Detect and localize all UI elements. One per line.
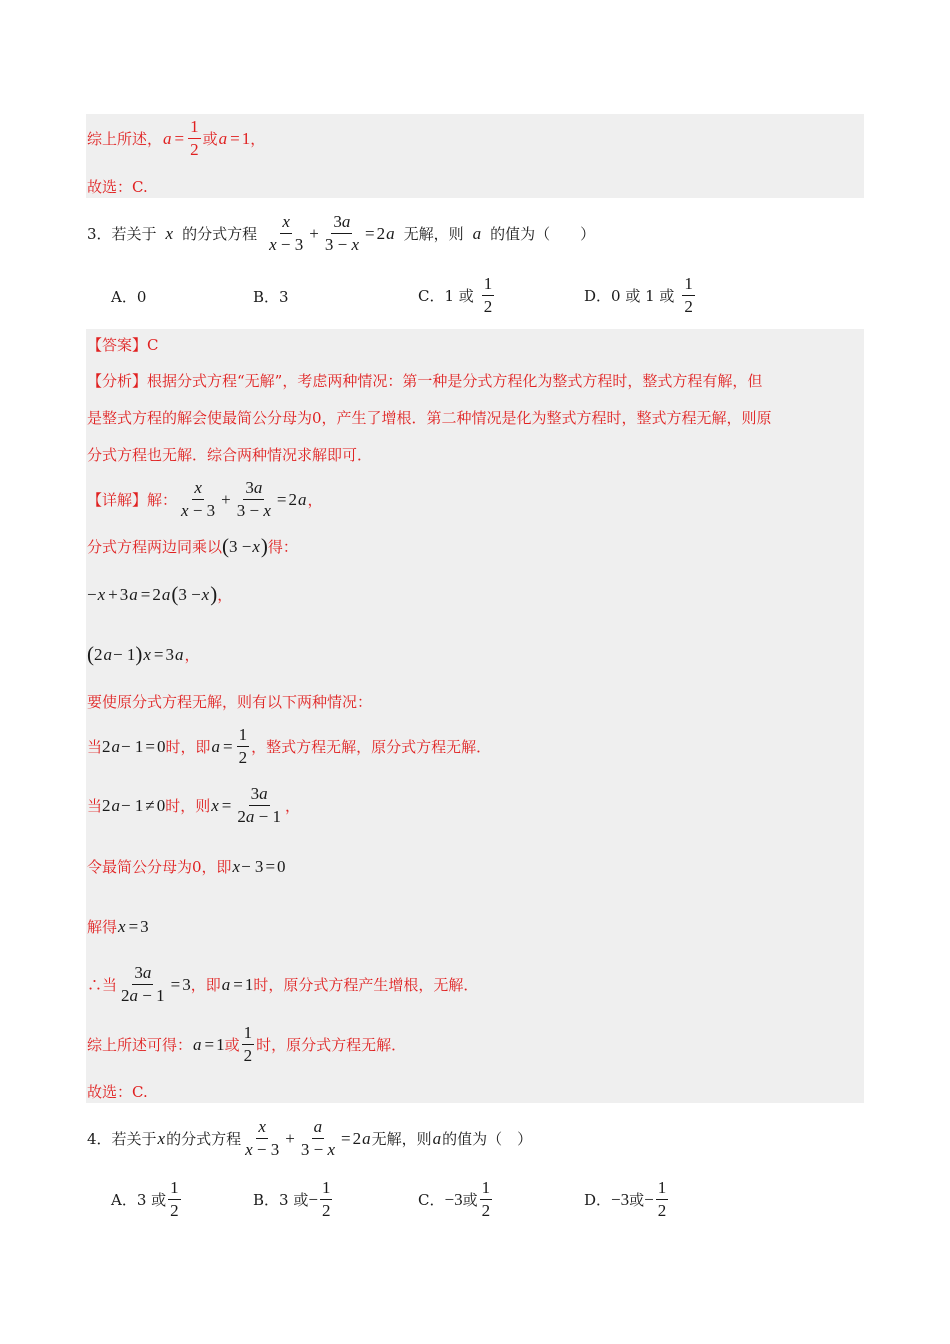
detail-equation: 【详解】解： $\frac{x}{x - 3}$ + $\frac{3a}{3 - x}$ = 2 a ， <box>87 478 323 520</box>
option-c[interactable]: C．1 或 $\frac{1}{2}$ <box>418 274 493 316</box>
solve-line: 解得 x = 3 <box>87 916 149 936</box>
choice-line-q3: 故选：C. <box>87 1083 148 1101</box>
q4-option-a[interactable]: A．3 或 $\frac{1}{2}$ <box>111 1178 179 1220</box>
question-3: 3．若关于 x 的分式方程 $\frac{x}{x - 3}$ + $\frac{3a}{3 - x}$ = 2 a 无解，则 a 的值为（ ） <box>87 212 596 254</box>
therefore-line: ∴当 $\frac{3a}{2a - 1}$ = 3 ，即 a = 1 时，原分式方程产生增根，无解． <box>87 963 479 1005</box>
two-cases-line: 要使原分式方程无解，则有以下两种情况： <box>87 693 373 711</box>
equation-step-1: − x + 3 a = 2 a ( 3 − x ) ， <box>87 582 233 606</box>
case-1: 当 2 a − 1 = 0 时，即 a = $\frac{1}{2}$ ，整式方程无解，原分式方程无解． <box>87 725 492 767</box>
summary-line-top: 综上所述， a = $\frac{1}{2}$ 或 a = 1 ， <box>87 117 266 159</box>
analysis-line-1: 【分析】根据分式方程“无解”，考虑两种情况：第一种是分式方程化为整式方程时，整式方程有解，但 <box>87 372 763 390</box>
lcd-line: 令最简公分母为0，即 x − 3 = 0 <box>87 856 286 876</box>
conclusion-line: 综上所述可得： a = 1 或 $\frac{1}{2}$ 时，原分式方程无解． <box>87 1023 407 1065</box>
q4-option-d[interactable]: D． −3 或 − $\frac{1}{2}$ <box>584 1178 667 1220</box>
analysis-line-2: 是整式方程的解会使最简公分母为0，产生了增根．第二种情况是化为整式方程时，整式方程无解，则原 <box>87 409 772 427</box>
q4-option-c[interactable]: C． −3 或 $\frac{1}{2}$ <box>418 1178 491 1220</box>
option-d[interactable]: D．0 或 1 或 $\frac{1}{2}$ <box>584 274 693 316</box>
answer-label: 【答案】C <box>87 336 159 354</box>
option-a[interactable]: A．0 <box>111 288 147 306</box>
q4-option-b[interactable]: B．3 或 − $\frac{1}{2}$ <box>253 1178 331 1220</box>
case-2: 当 2 a − 1 ≠ 0 时，则 x = $\frac{3a}{2a - 1}$ ， <box>87 784 300 826</box>
option-b[interactable]: B．3 <box>253 288 289 306</box>
equation-step-2: ( 2 a − 1 ) x = 3 a ， <box>87 642 200 666</box>
choice-line-top: 故选：C. <box>87 178 148 196</box>
analysis-line-3: 分式方程也无解．综合两种情况求解即可． <box>87 446 373 464</box>
question-4: 4．若关于 x 的分式方程 $\frac{x}{x - 3}$ + $\frac{a}{3 - x}$ = 2 a 无解，则 a 的值为（ ） <box>87 1117 533 1159</box>
multiply-step: 分式方程两边同乘以 ( 3 − x ) 得： <box>87 534 298 558</box>
